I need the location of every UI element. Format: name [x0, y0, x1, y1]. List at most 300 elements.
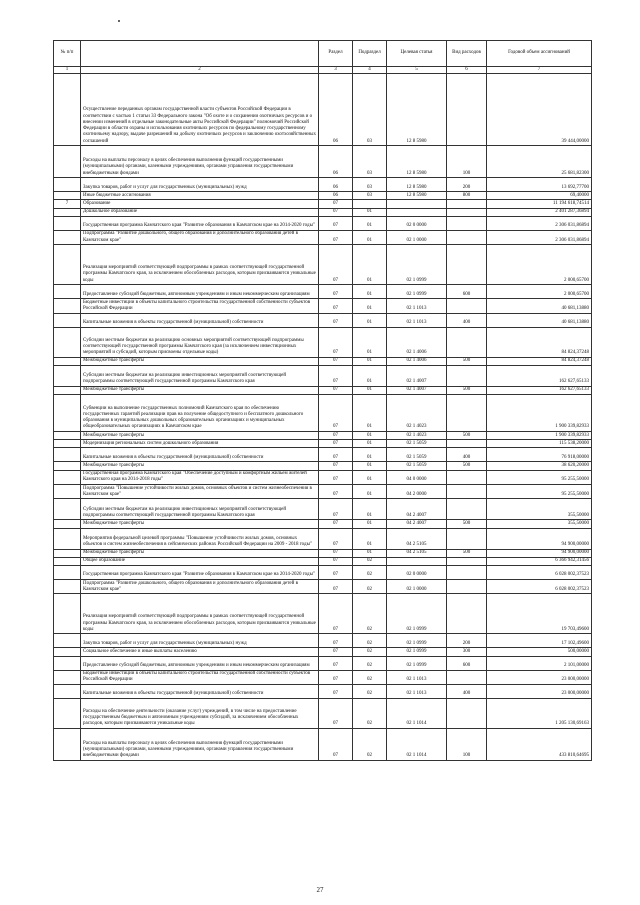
row-number	[54, 386, 81, 394]
expense-name: Капитальные вложения в объекты государственной (муниципальной) собственности	[81, 685, 319, 699]
table-row	[54, 485, 592, 499]
section-code: 07	[319, 313, 353, 327]
target-article: 02 1 4006	[387, 357, 447, 365]
subsection-code: 01	[353, 357, 387, 365]
subsection-code: 01	[353, 216, 387, 230]
subsection-code: 01	[353, 365, 387, 386]
section-code: 07	[319, 656, 353, 670]
subsection-code: 02	[353, 594, 387, 634]
expense-type	[447, 365, 487, 386]
target-article: 02 1 5059	[387, 440, 447, 448]
section-code: 07	[319, 200, 353, 208]
table-row	[54, 208, 592, 216]
annual-amount: 2 306 031,86894	[487, 230, 592, 244]
subsection-code: 02	[353, 634, 387, 648]
target-article: 02 1 0999	[387, 648, 447, 656]
target-article: 02 1 4007	[387, 386, 447, 394]
annual-amount: 1 900 339,82933	[487, 432, 592, 440]
section-code: 07	[319, 230, 353, 244]
expense-name: Капитальные вложения в объекты государственной (муниципальной) собственности	[81, 313, 319, 327]
table-row	[54, 245, 592, 285]
target-article: 02 1 4007	[387, 365, 447, 386]
expense-type: 200	[447, 634, 487, 648]
annual-amount: 1 900 339,82933	[487, 395, 592, 432]
row-number	[54, 208, 81, 216]
col-name-header	[81, 41, 319, 67]
annual-amount: 6 028 002,37523	[487, 566, 592, 580]
table-row	[54, 178, 592, 192]
table-row	[54, 557, 592, 565]
target-article: 02 1 0000	[387, 230, 447, 244]
section-code: 07	[319, 365, 353, 386]
expense-name: Предоставление субсидий бюджетным, автономным учреждениям и иным некоммерческим организациям	[81, 656, 319, 670]
expense-type	[447, 299, 487, 313]
expense-name: Подпрограмма "Развитие дошкольного, общего образования и дополнительного образования детей в Камчатском крае"	[81, 580, 319, 594]
annual-amount: 500,00000	[487, 648, 592, 656]
table-row	[54, 395, 592, 432]
expense-name: Реализация мероприятий соответствующей подпрограммы в рамках соответствующей государственной программы Камчатского края, за исключением обособленных расходов, которым присваиваются уникальные коды	[81, 594, 319, 634]
annual-amount: 2 101,00000	[487, 656, 592, 670]
expense-name: Субсидии местным бюджетам на реализацию инвестиционных мероприятий соответствующей подпрограммы соответствующей государственной программы Камчатского края	[81, 499, 319, 520]
row-number	[54, 557, 81, 565]
subsection-code: 03	[353, 192, 387, 200]
annual-amount: 84 824,37248	[487, 327, 592, 357]
section-code: 07	[319, 670, 353, 684]
annual-amount: 6 366 942,31456	[487, 557, 592, 565]
expense-type	[447, 74, 487, 146]
expense-type: 300	[447, 648, 487, 656]
subsection-code: 03	[353, 146, 387, 178]
expense-name: Расходы на выплаты персоналу в целях обеспечения выполнения функций государственными (муниципальными) органами, казенными учреждениями, органами управления государственными внебюджетными фондами	[81, 146, 319, 178]
expense-name: Межбюджетные трансферты	[81, 386, 319, 394]
table-row	[54, 729, 592, 761]
target-article: 02 1 0999	[387, 634, 447, 648]
row-number	[54, 580, 81, 594]
subsection-code: 01	[353, 499, 387, 520]
table-row	[54, 594, 592, 634]
target-article: 02 1 1014	[387, 699, 447, 729]
table-row	[54, 470, 592, 484]
section-code: 07	[319, 285, 353, 299]
expense-type	[447, 395, 487, 432]
target-article: 02 1 1013	[387, 685, 447, 699]
section-code: 07	[319, 499, 353, 520]
target-article: 04 2 4007	[387, 499, 447, 520]
table-row	[54, 299, 592, 313]
expense-type	[447, 580, 487, 594]
subsection-code: 01	[353, 386, 387, 394]
target-article: 02 1 1013	[387, 670, 447, 684]
row-number	[54, 146, 81, 178]
table-row	[54, 648, 592, 656]
section-code: 07	[319, 580, 353, 594]
target-article: 04 2 5105	[387, 528, 447, 549]
col-num-header: № п/п	[54, 41, 81, 67]
target-article: 02 1 5059	[387, 448, 447, 462]
annual-amount: 69,40000	[487, 192, 592, 200]
annual-amount: 40 681,13880	[487, 299, 592, 313]
subsection-code: 02	[353, 656, 387, 670]
section-code: 07	[319, 699, 353, 729]
section-code: 07	[319, 549, 353, 557]
row-number	[54, 299, 81, 313]
expense-type: 100	[447, 729, 487, 761]
expense-name: Социальное обеспечение и иные выплаты населению	[81, 648, 319, 656]
row-number	[54, 178, 81, 192]
subsection-code: 01	[353, 208, 387, 216]
annual-amount: 23 000,00000	[487, 670, 592, 684]
expense-name: Общее образование	[81, 557, 319, 565]
row-number	[54, 216, 81, 230]
table-row	[54, 357, 592, 365]
annual-amount: 11 194 618,74514	[487, 200, 592, 208]
expense-name: Межбюджетные трансферты	[81, 357, 319, 365]
row-number	[54, 670, 81, 684]
expense-type	[447, 216, 487, 230]
subsection-code	[353, 200, 387, 208]
table-row	[54, 327, 592, 357]
expense-type	[447, 200, 487, 208]
expense-type: 500	[447, 520, 487, 528]
subsection-code: 01	[353, 245, 387, 285]
expense-type: 800	[447, 192, 487, 200]
annual-amount: 13 692,77700	[487, 178, 592, 192]
table-row	[54, 656, 592, 670]
expense-name: Межбюджетные трансферты	[81, 549, 319, 557]
expense-type	[447, 440, 487, 448]
section-code: 07	[319, 357, 353, 365]
target-article: 02 1 1014	[387, 729, 447, 761]
table-row	[54, 146, 592, 178]
table-row	[54, 685, 592, 699]
subsection-code: 01	[353, 313, 387, 327]
table-row	[54, 440, 592, 448]
target-article: 04 0 0000	[387, 470, 447, 484]
annual-amount: 2 306 031,86894	[487, 216, 592, 230]
annual-amount: 1 205 130,69163	[487, 699, 592, 729]
subsection-code: 01	[353, 285, 387, 299]
column-index-row	[54, 67, 592, 74]
table-row	[54, 216, 592, 230]
section-code: 07	[319, 395, 353, 432]
table-row	[54, 448, 592, 462]
target-article: 02 1 4006	[387, 327, 447, 357]
budget-table	[53, 40, 592, 761]
annual-amount: 23 000,00000	[487, 685, 592, 699]
subsection-code: 01	[353, 299, 387, 313]
annual-amount: 355,50000	[487, 520, 592, 528]
subsection-code: 01	[353, 520, 387, 528]
table-row	[54, 313, 592, 327]
row-number	[54, 245, 81, 285]
col-index: 4	[353, 67, 387, 74]
subsection-code: 01	[353, 528, 387, 549]
expense-type: 400	[447, 448, 487, 462]
row-number	[54, 230, 81, 244]
table-row	[54, 462, 592, 470]
section-code: 07	[319, 216, 353, 230]
row-number	[54, 365, 81, 386]
expense-name: Бюджетные инвестиции в объекты капитального строительства государственной собственности субъектов Российской Федерации	[81, 670, 319, 684]
row-number	[54, 313, 81, 327]
table-row	[54, 520, 592, 528]
annual-amount: 95 255,50000	[487, 485, 592, 499]
expense-type: 500	[447, 432, 487, 440]
annual-amount: 162 627,65133	[487, 386, 592, 394]
table-row	[54, 200, 592, 208]
target-article: 02 0 0000	[387, 216, 447, 230]
section-code: 07	[319, 634, 353, 648]
section-code: 07	[319, 685, 353, 699]
col-csr-header: Целевая статья	[387, 41, 447, 67]
annual-amount: 94 900,00000	[487, 549, 592, 557]
expense-type	[447, 470, 487, 484]
row-number	[54, 520, 81, 528]
annual-amount: 76 918,00000	[487, 448, 592, 462]
subsection-code: 02	[353, 648, 387, 656]
row-number	[54, 499, 81, 520]
target-article: 02 0 0000	[387, 566, 447, 580]
target-article: 12 8 5980	[387, 74, 447, 146]
table-row	[54, 365, 592, 386]
annual-amount: 40 681,13880	[487, 313, 592, 327]
target-article: 12 8 5980	[387, 192, 447, 200]
row-number	[54, 448, 81, 462]
target-article: 04 2 0000	[387, 485, 447, 499]
expense-name: Государственная программа Камчатского края "Развитие образования в Камчатском крае на 2014-2020 годы"	[81, 216, 319, 230]
section-code: 07	[319, 648, 353, 656]
section-code: 06	[319, 146, 353, 178]
expense-name: Закупка товаров, работ и услуг для государственных (муниципальных) нужд	[81, 178, 319, 192]
target-article	[387, 200, 447, 208]
expense-name: Расходы на обеспечение деятельности (оказание услуг) учреждений, в том числе на предоставление государственным бюджетным и автономным учреждениям субсидий, за исключением обособленных расходов, которым присваиваются уникальные коды	[81, 699, 319, 729]
table-row	[54, 549, 592, 557]
row-number	[54, 566, 81, 580]
annual-amount: 94 900,00000	[487, 528, 592, 549]
row-number	[54, 74, 81, 146]
expense-type: 400	[447, 313, 487, 327]
subsection-code: 02	[353, 557, 387, 565]
target-article: 04 2 4007	[387, 520, 447, 528]
expense-name: Реализация мероприятий соответствующей подпрограммы в рамках соответствующей государственной программы Камчатского края, за исключением обособленных расходов, которым присваиваются уникальные коды	[81, 245, 319, 285]
subsection-code: 02	[353, 566, 387, 580]
target-article: 02 1 0999	[387, 594, 447, 634]
expense-type: 100	[447, 146, 487, 178]
expense-name: Подпрограмма "Развитие дошкольного, общего образования и дополнительного образования детей в Камчатском крае"	[81, 230, 319, 244]
target-article: 02 1 5059	[387, 462, 447, 470]
subsection-code: 01	[353, 549, 387, 557]
annual-amount: 433 810,64695	[487, 729, 592, 761]
expense-name: Предоставление субсидий бюджетным, автономным учреждениям и иным некоммерческим организациям	[81, 285, 319, 299]
expense-type: 500	[447, 462, 487, 470]
row-number	[54, 656, 81, 670]
section-code: 07	[319, 470, 353, 484]
table-row	[54, 432, 592, 440]
col-index: 5	[387, 67, 447, 74]
row-number	[54, 440, 81, 448]
annual-amount: 2 000,65700	[487, 285, 592, 299]
table-row	[54, 699, 592, 729]
subsection-code: 01	[353, 440, 387, 448]
subsection-code: 01	[353, 485, 387, 499]
expense-type: 600	[447, 656, 487, 670]
row-number	[54, 432, 81, 440]
row-number	[54, 327, 81, 357]
col-index: 1	[54, 67, 81, 74]
col-vr-header: Вид расходов	[447, 41, 487, 67]
target-article: 02 1 0999	[387, 245, 447, 285]
subsection-code: 01	[353, 470, 387, 484]
expense-type: 500	[447, 549, 487, 557]
page-number: 27	[316, 886, 324, 894]
target-article: 02 1 1013	[387, 299, 447, 313]
section-code: 06	[319, 192, 353, 200]
section-code: 07	[319, 208, 353, 216]
col-sum-header: Годовой объем ассигнований	[487, 41, 592, 67]
section-code: 06	[319, 74, 353, 146]
subsection-code: 01	[353, 395, 387, 432]
expense-type: 200	[447, 178, 487, 192]
expense-type	[447, 670, 487, 684]
expense-name: Субвенции на выполнение государственных полномочий Камчатского края по обеспечению государственных гарантий реализации прав на получение общедоступного и бесплатного дошкольного образования в муниципальных дошкольных образовательных организациях и муниципальных общеобразовательных организациях в Камчатском крае	[81, 395, 319, 432]
target-article: 02 1 1013	[387, 313, 447, 327]
expense-type	[447, 528, 487, 549]
expense-type	[447, 230, 487, 244]
subsection-code: 02	[353, 685, 387, 699]
section-code: 07	[319, 729, 353, 761]
expense-name: Государственная программа Камчатского края "Обеспечение доступным и комфортным жильем жителей Камчатского края на 2014-2018 годы"	[81, 470, 319, 484]
col-index: 3	[319, 67, 353, 74]
subsection-code: 01	[353, 327, 387, 357]
row-number	[54, 594, 81, 634]
section-code: 07	[319, 485, 353, 499]
annual-amount: 355,50000	[487, 499, 592, 520]
expense-type	[447, 594, 487, 634]
expense-type	[447, 485, 487, 499]
expense-type: 400	[447, 685, 487, 699]
expense-type: 600	[447, 285, 487, 299]
table-body	[54, 74, 592, 761]
expense-name: Субсидии местным бюджетам на реализацию инвестиционных мероприятий соответствующей подпрограммы соответствующей государственной программы Камчатского края	[81, 365, 319, 386]
row-number: 7	[54, 200, 81, 208]
section-code: 07	[319, 432, 353, 440]
section-code: 07	[319, 245, 353, 285]
row-number	[54, 357, 81, 365]
subsection-code: 03	[353, 178, 387, 192]
expense-name: Подпрограмма "Повышение устойчивости жилых домов, основных объектов и систем жизнеобеспечения в Камчатском крае"	[81, 485, 319, 499]
section-code: 07	[319, 566, 353, 580]
target-article: 12 8 5980	[387, 178, 447, 192]
col-index: 7	[487, 67, 592, 74]
row-number	[54, 485, 81, 499]
subsection-code: 02	[353, 670, 387, 684]
target-article: 02 1 4023	[387, 395, 447, 432]
expense-type: 500	[447, 357, 487, 365]
section-code: 06	[319, 178, 353, 192]
section-code: 07	[319, 299, 353, 313]
table-row	[54, 580, 592, 594]
target-article: 02 1 0999	[387, 285, 447, 299]
table-row	[54, 499, 592, 520]
row-number	[54, 634, 81, 648]
target-article: 02 1 0999	[387, 656, 447, 670]
row-number	[54, 462, 81, 470]
expense-type	[447, 245, 487, 285]
target-article: 02 1 0000	[387, 580, 447, 594]
target-article	[387, 208, 447, 216]
table-row	[54, 634, 592, 648]
annual-amount: 17 102,49600	[487, 634, 592, 648]
row-number	[54, 699, 81, 729]
section-code: 07	[319, 327, 353, 357]
row-number	[54, 528, 81, 549]
annual-amount: 162 627,65133	[487, 365, 592, 386]
expense-type	[447, 208, 487, 216]
annual-amount: 38 620,20000	[487, 462, 592, 470]
section-code: 07	[319, 520, 353, 528]
annual-amount: 95 255,50000	[487, 470, 592, 484]
section-code: 07	[319, 462, 353, 470]
expense-type	[447, 566, 487, 580]
row-number	[54, 729, 81, 761]
row-number	[54, 470, 81, 484]
col-podrazdel-header: Подраздел	[353, 41, 387, 67]
table-row	[54, 230, 592, 244]
scan-speck	[118, 20, 120, 22]
expense-name: Субсидии местным бюджетам на реализацию основных мероприятий соответствующей подпрограммы соответствующей государственной программы Камчатского края (за исключением инвестиционных мероприятий и субсидий, которым присвоены отдельные коды)	[81, 327, 319, 357]
expense-name: Государственная программа Камчатского края "Развитие образования в Камчатском крае на 2014-2020 годы"	[81, 566, 319, 580]
expense-name: Иные бюджетные ассигнования	[81, 192, 319, 200]
expense-type	[447, 327, 487, 357]
expense-type	[447, 557, 487, 565]
annual-amount: 115 538,20000	[487, 440, 592, 448]
row-number	[54, 685, 81, 699]
table-row	[54, 285, 592, 299]
expense-name: Межбюджетные трансферты	[81, 520, 319, 528]
subsection-code: 01	[353, 230, 387, 244]
section-code: 07	[319, 528, 353, 549]
table-row	[54, 192, 592, 200]
row-number	[54, 648, 81, 656]
target-article	[387, 557, 447, 565]
subsection-code: 03	[353, 74, 387, 146]
expense-name: Бюджетные инвестиции в объекты капитального строительства государственной собственности субъектов Российской Федерации	[81, 299, 319, 313]
annual-amount: 2 000,65700	[487, 245, 592, 285]
target-article: 04 2 5105	[387, 549, 447, 557]
row-number	[54, 192, 81, 200]
expense-name: Осуществление переданных органам государственной власти субъектов Российской Федерации в соответствии с частью 1 статьи 33 Федерального закона "Об охоте и о сохранении охотничьих ресурсов и о внесении изменений в отдельные законодательные акты Российской Федерации" полномочий Российской Федерации в области охраны и использования охотничьих ресурсов по федеральному государственному охотничьему надзору, выдаче разрешений на добычу охотничьих ресурсов и заключению охотхозяйственных соглашений	[81, 74, 319, 146]
table-row	[54, 386, 592, 394]
section-code: 07	[319, 386, 353, 394]
expense-name: Мероприятия федеральной целевой программы "Повышение устойчивости жилых домов, основных объектов и систем жизнеобеспечения в сейсмических районах Российской Федерации на 2009 - 2018 годы"	[81, 528, 319, 549]
subsection-code: 02	[353, 729, 387, 761]
expense-name: Закупка товаров, работ и услуг для государственных (муниципальных) нужд	[81, 634, 319, 648]
col-index: 6	[447, 67, 487, 74]
section-code: 07	[319, 594, 353, 634]
annual-amount: 39 444,00000	[487, 74, 592, 146]
expense-name: Дошкольное образование	[81, 208, 319, 216]
expense-name: Капитальные вложения в объекты государственной (муниципальной) собственности	[81, 448, 319, 462]
table-row	[54, 528, 592, 549]
table-row	[54, 74, 592, 146]
row-number	[54, 285, 81, 299]
target-article: 02 1 4023	[387, 432, 447, 440]
table-header	[54, 41, 592, 74]
section-code: 07	[319, 440, 353, 448]
subsection-code: 02	[353, 699, 387, 729]
row-number	[54, 549, 81, 557]
section-code: 07	[319, 557, 353, 565]
